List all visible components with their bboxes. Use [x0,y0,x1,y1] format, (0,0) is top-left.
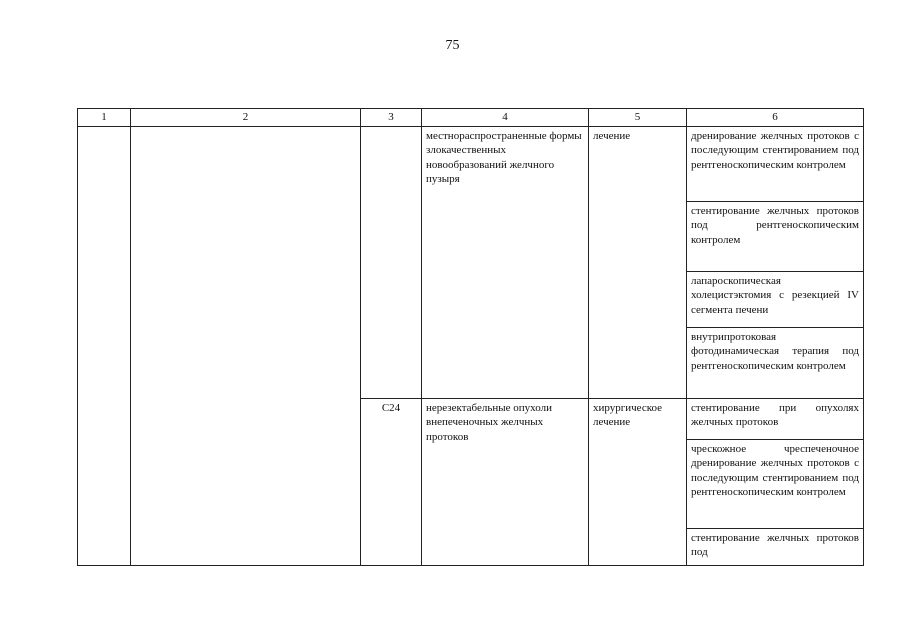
page-number: 75 [445,38,460,53]
column-header-1: 1 [78,109,131,127]
column-1-cell [78,126,131,565]
treatment-method-cell: лапароскопическая холецистэктомия с резекцией IV сегмента печени [687,271,864,327]
treatment-type-cell: лечение [589,126,687,398]
treatment-method-cell: стентирование желчных протоков под рентгеноскопическим контролем [687,201,864,271]
column-header-6: 6 [687,109,864,127]
diagnosis-cell: нерезектабельные опухоли внепеченочных желчных протоков [422,398,589,565]
treatment-type-cell: хирургическое лечение [589,398,687,565]
table-row [78,126,864,201]
column-2-cell [131,126,361,565]
column-header-2: 2 [131,109,361,127]
column-header-5: 5 [589,109,687,127]
table-header-row [78,109,864,127]
diagnosis-code-cell: C24 [361,398,422,565]
column-header-4: 4 [422,109,589,127]
treatment-method-cell: стентирование желчных протоков под [687,528,864,565]
diagnosis-cell: местнораспространенные формы злокачественных новообразований желчного пузыря [422,126,589,398]
medical-care-table [77,108,864,566]
diagnosis-code-cell [361,126,422,398]
treatment-method-cell: внутрипротоковая фотодинамическая терапия под рентгеноскопическим контролем [687,327,864,398]
treatment-method-cell: стентирование при опухолях желчных протоков [687,398,864,439]
treatment-method-cell: дренирование желчных протоков с последующим стентированием под рентгеноскопическим контролем [687,126,864,201]
treatment-method-cell: чрескожное чреспеченочное дренирование желчных протоков с последующим стентированием под рентгеноскопическим контролем [687,439,864,528]
column-header-3: 3 [361,109,422,127]
